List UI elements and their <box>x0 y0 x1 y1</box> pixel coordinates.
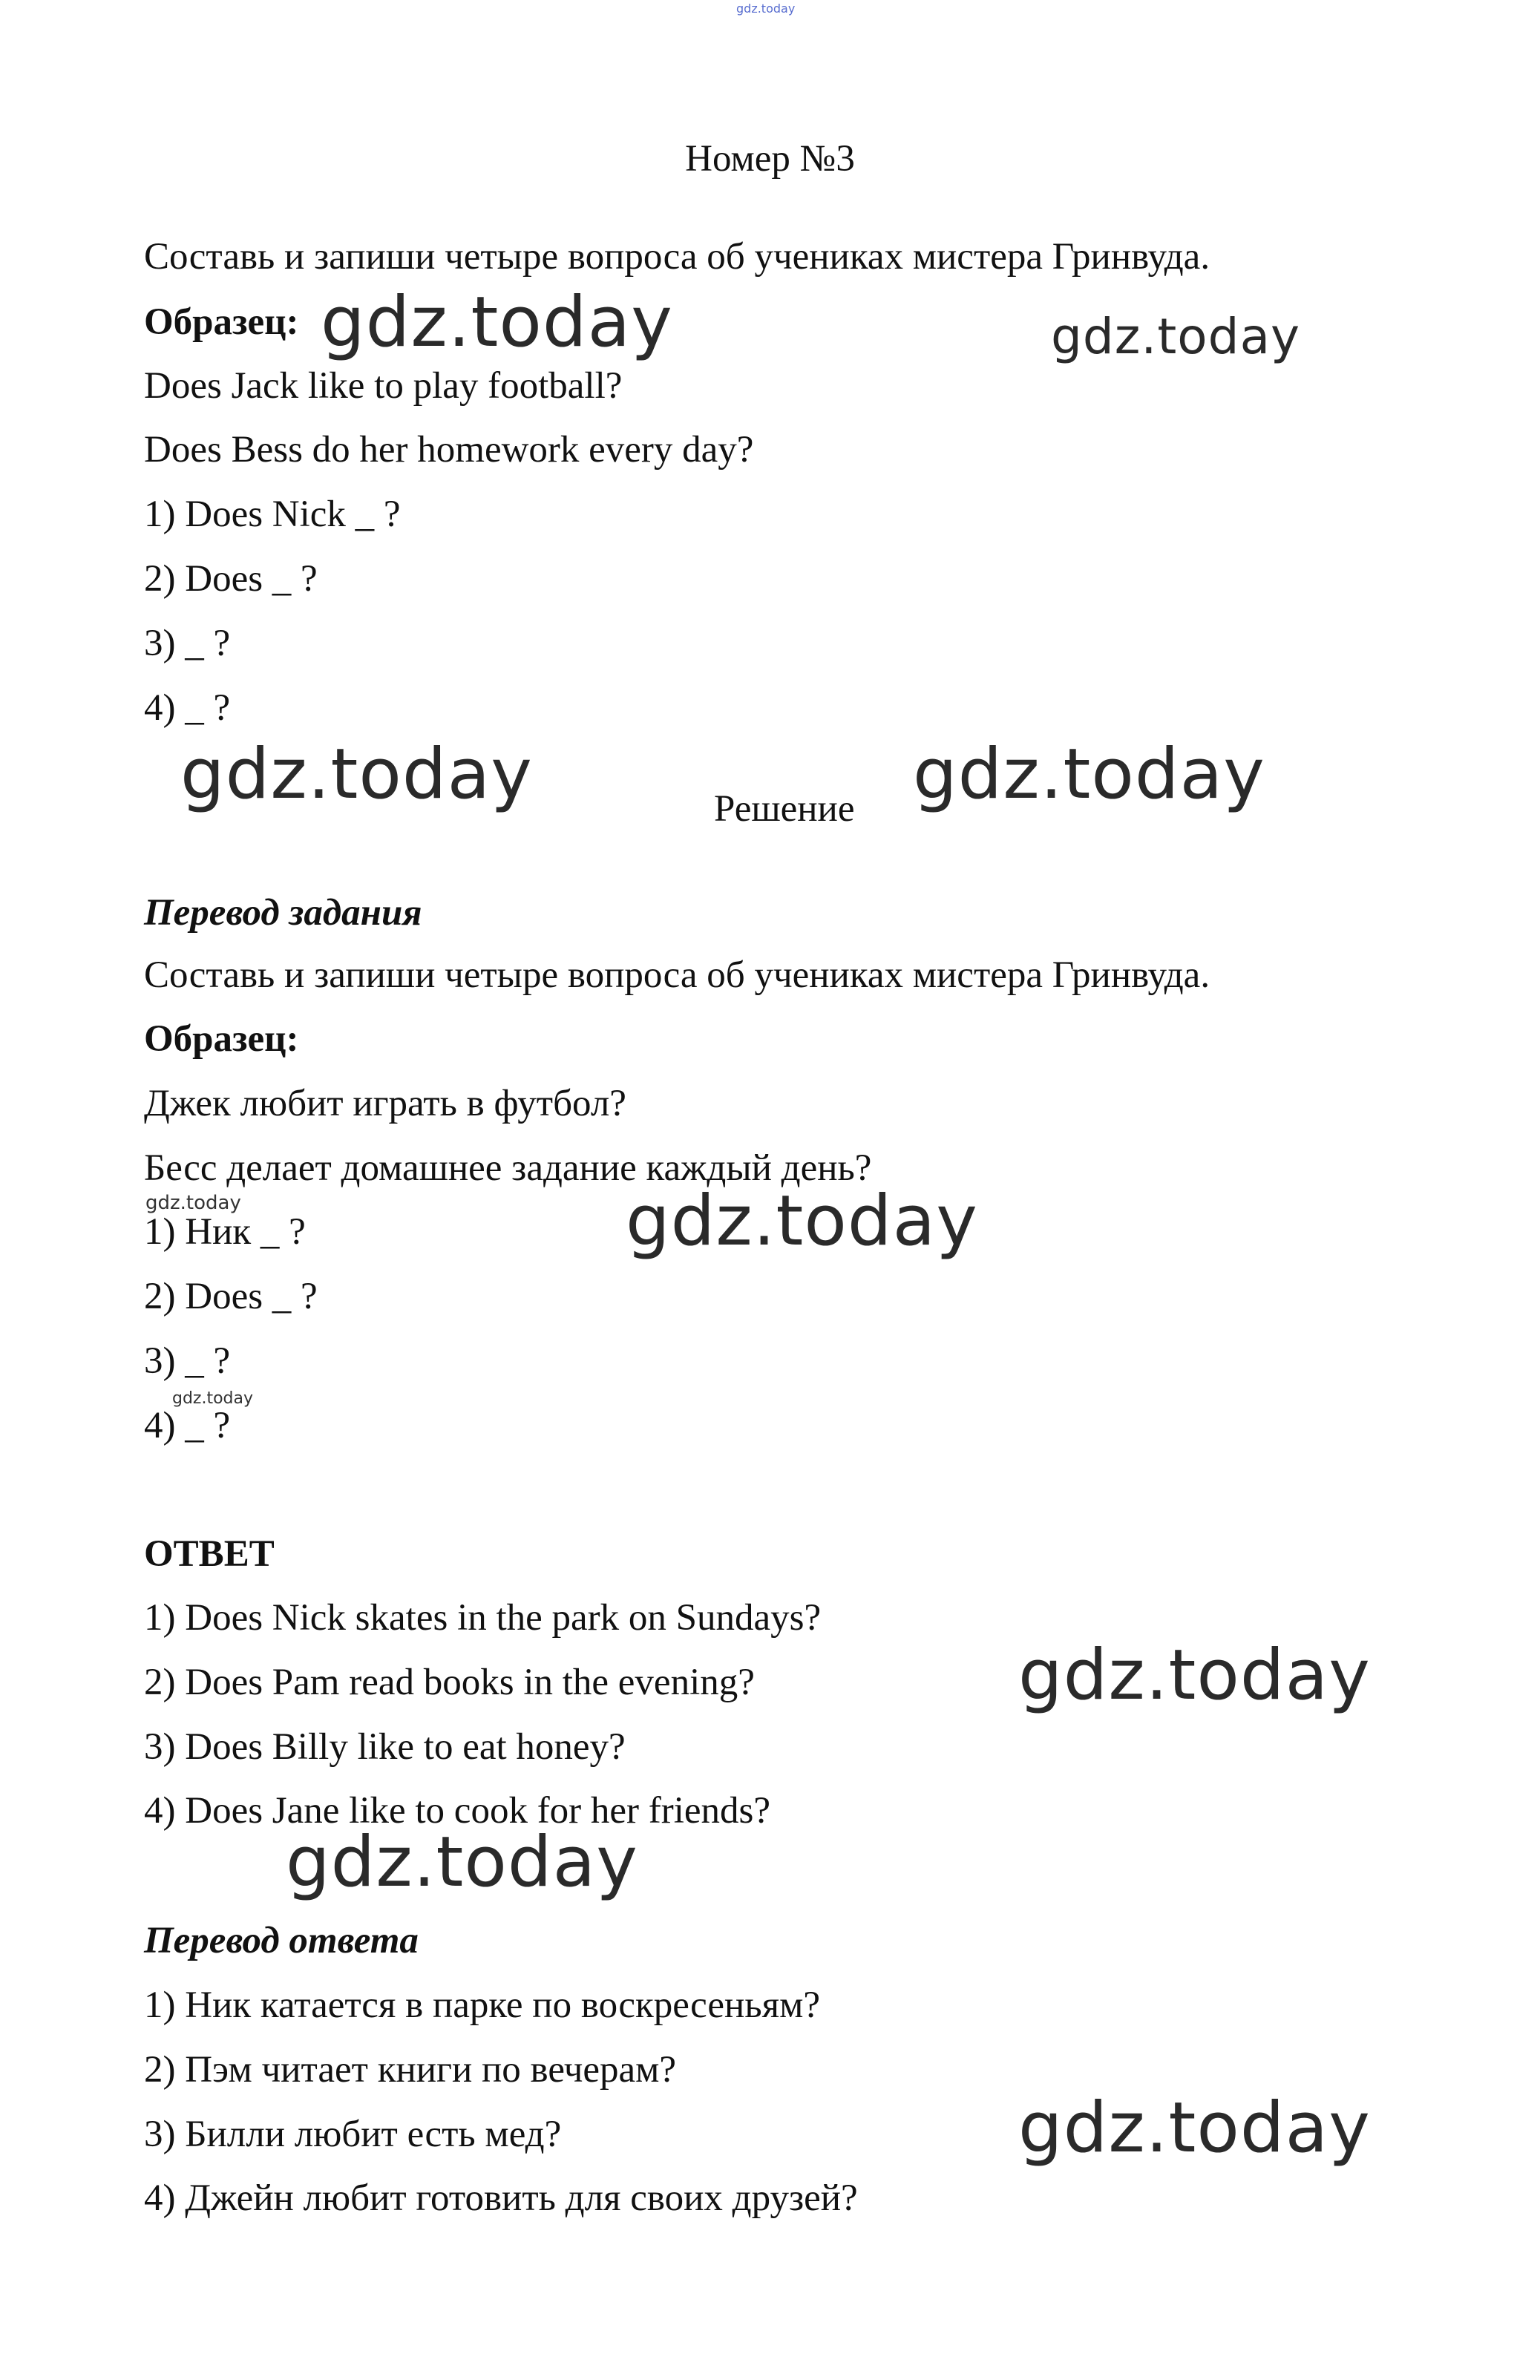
answer-item: 4) Does Jane like to cook for her friends? <box>144 1790 771 1832</box>
watermark: gdz.today <box>1018 1635 1371 1716</box>
answer-item: 1) Does Nick skates in the park on Sundays? <box>144 1597 822 1639</box>
translation-example: Джек любит играть в футбол? <box>144 1083 626 1124</box>
watermark: gdz.today <box>1018 2088 1371 2168</box>
translation-item: 3) _ ? <box>144 1340 231 1382</box>
page-title: Номер №3 <box>685 138 855 180</box>
answer-translation-item: 3) Билли любит есть мед? <box>144 2114 562 2155</box>
solution-heading: Решение <box>714 788 855 830</box>
translation-sample-label: Образец: <box>144 1018 299 1060</box>
task-item: 4) _ ? <box>144 687 231 729</box>
task-item: 1) Does Nick _ ? <box>144 494 401 535</box>
answer-translation-item: 2) Пэм читает книги по вечерам? <box>144 2049 677 2091</box>
task-item: 2) Does _ ? <box>144 558 318 600</box>
task-sample-label: Образец: <box>144 301 299 343</box>
answer-item: 3) Does Billy like to eat honey? <box>144 1726 626 1768</box>
translation-text: Составь и запиши четыре вопроса об учениках мистера Гринвуда. <box>144 954 1210 996</box>
answer-item: 2) Does Pam read books in the evening? <box>144 1662 755 1703</box>
answer-translation-item: 4) Джейн любит готовить для своих друзей? <box>144 2177 858 2219</box>
watermark: gdz.today <box>145 1192 241 1214</box>
answer-heading: ОТВЕТ <box>144 1533 275 1575</box>
watermark: gdz.today <box>172 1389 254 1408</box>
answer-translation-item: 1) Ник катается в парке по воскресеньям? <box>144 1984 820 2026</box>
watermark: gdz.today <box>913 734 1265 815</box>
translation-item: 4) _ ? <box>144 1405 231 1446</box>
translation-example: Бесс делает домашнее задание каждый день? <box>144 1147 872 1189</box>
watermark-top: gdz.today <box>736 1 796 16</box>
translation-item: 2) Does _ ? <box>144 1276 318 1317</box>
task-item: 3) _ ? <box>144 623 231 664</box>
task-text: Составь и запиши четыре вопроса об учениках мистера Гринвуда. <box>144 236 1210 278</box>
watermark: gdz.today <box>1051 308 1301 365</box>
task-example: Does Jack like to play football? <box>144 365 623 407</box>
watermark: gdz.today <box>321 282 673 363</box>
watermark: gdz.today <box>286 1822 638 1903</box>
task-example: Does Bess do her homework every day? <box>144 429 754 471</box>
translation-item: 1) Ник _ ? <box>144 1211 306 1253</box>
answer-translation-heading: Перевод ответа <box>144 1920 419 1961</box>
watermark: gdz.today <box>626 1181 978 1262</box>
translation-heading: Перевод задания <box>144 892 422 934</box>
watermark: gdz.today <box>180 734 533 815</box>
